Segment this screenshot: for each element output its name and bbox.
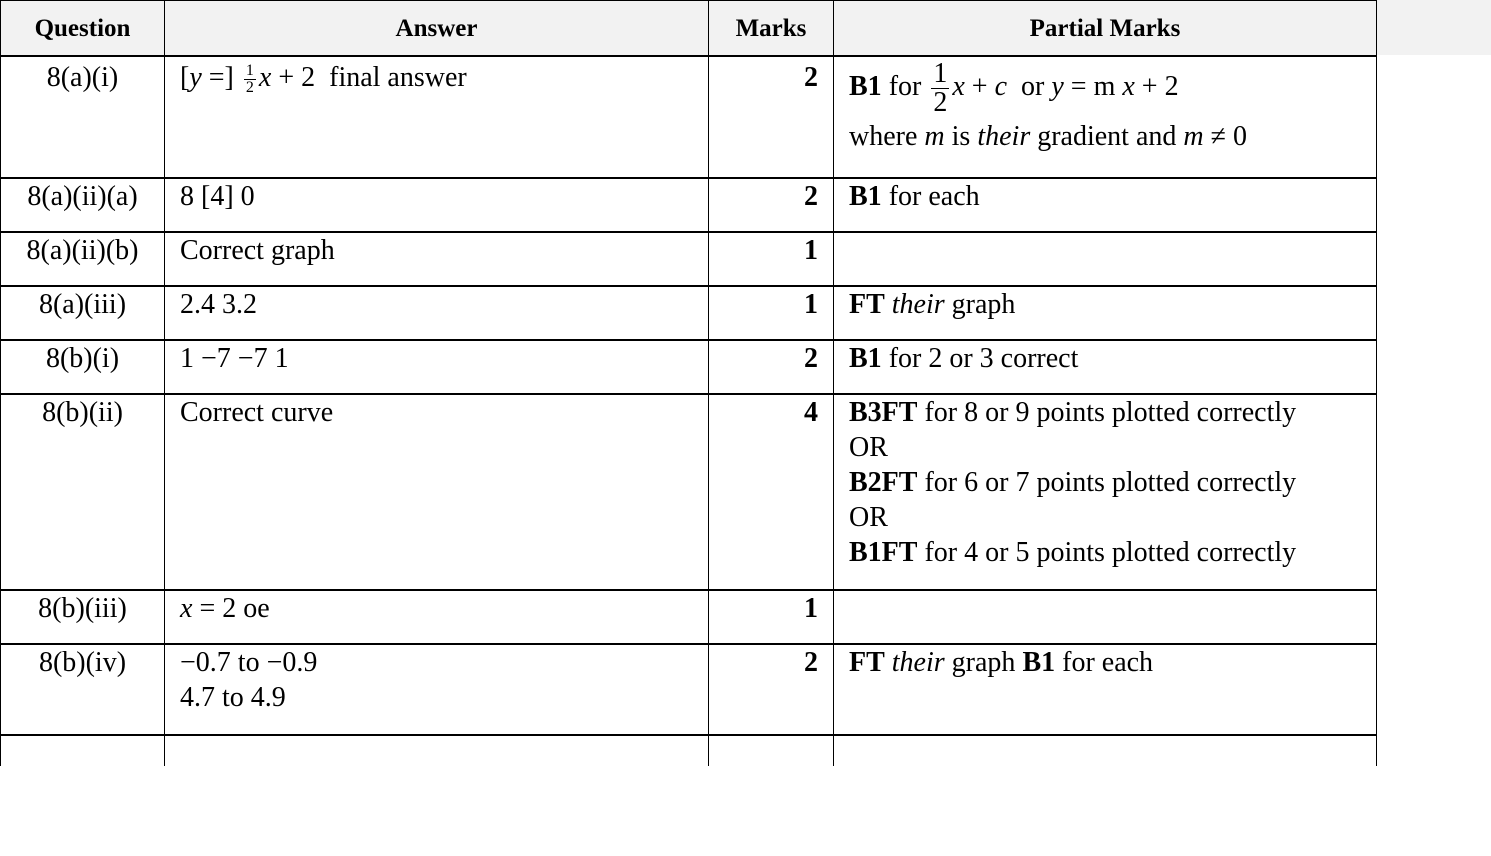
fraction-denominator: 2 [245,79,254,97]
partial-text: graph [944,289,1016,320]
partial-text: for [881,70,929,102]
partial-marks-cell [834,340,1377,394]
answer-cell [165,735,709,766]
question-cell: 8(a)(ii)(b) [1,232,165,286]
answer-cell: Correct graph [165,232,709,286]
partial-marks-cell [834,644,1377,735]
partial-marks-cell [834,590,1377,644]
table-row [1,735,1377,766]
fraction-numerator: 1 [933,58,948,89]
marks-cell: 2 [709,340,834,394]
answer-var: x [180,593,193,624]
answer-cell [165,56,709,178]
partial-text: where [849,121,925,152]
table-row [1,644,1377,735]
table-row [1,394,1377,590]
header-answer: Answer [165,1,709,57]
mark-code: B1 [1022,647,1056,678]
partial-text: for 6 or 7 points plotted correctly [917,467,1297,498]
partial-marks-cell [834,178,1377,232]
partial-text: or [1007,70,1052,102]
partial-emphasis: their [884,647,945,678]
partial-text: OR [849,432,888,463]
answer-cell: Correct curve [165,394,709,590]
partial-text: is [944,121,978,152]
answer-cell [165,644,709,735]
partial-text: for each [881,181,980,212]
answer-text: −0.7 to −0.9 [180,647,318,678]
fraction [244,63,256,96]
partial-text: ≠ 0 [1203,121,1247,152]
partial-marks-cell [834,735,1377,766]
header-marks: Marks [709,1,834,57]
partial-var: y [1051,70,1064,102]
header-partial-marks: Partial Marks [834,1,1377,57]
table-row [1,590,1377,644]
question-cell: 8(b)(iii) [1,590,165,644]
partial-text: + 2 [1134,70,1179,102]
table-row [1,286,1377,340]
partial-var: m [924,121,945,152]
partial-text: + [964,70,995,102]
fraction [931,60,949,117]
answer-var: y [189,62,202,93]
marks-cell: 2 [709,178,834,232]
question-cell: 8(b)(i) [1,340,165,394]
question-cell: 8(b)(ii) [1,394,165,590]
answer-text: [ [180,62,190,93]
mark-code: B3FT [849,397,918,428]
answer-text: + 2 final answer [271,62,467,93]
partial-text: for 4 or 5 points plotted correctly [917,537,1297,568]
partial-marks-cell [834,286,1377,340]
partial-text: for 2 or 3 correct [881,343,1079,374]
partial-emphasis: their [884,289,945,320]
table-row [1,178,1377,232]
answer-cell: 1 −7 −7 1 [165,340,709,394]
fraction-numerator: 1 [245,62,254,80]
mark-code: B2FT [849,467,918,498]
mark-code: FT [849,289,885,320]
fraction-denominator: 2 [933,87,948,118]
marks-cell: 1 [709,286,834,340]
answer-cell: 8 [4] 0 [165,178,709,232]
mark-code: B1 [849,343,882,374]
table-row [1,232,1377,286]
partial-marks-cell [834,232,1377,286]
marks-cell: 1 [709,590,834,644]
mark-code: B1 [849,181,882,212]
table-row [1,340,1377,394]
header-question: Question [1,1,165,57]
question-cell [1,735,165,766]
mark-code: B1FT [849,537,918,568]
answer-cell [165,590,709,644]
answer-var: x [258,62,272,93]
partial-var: c [994,70,1008,102]
partial-var: x [1122,70,1135,102]
partial-marks-cell [834,394,1377,590]
answer-text: =] [201,62,234,93]
partial-emphasis: their [977,121,1031,152]
marks-cell: 2 [709,56,834,178]
partial-text: = m [1063,70,1123,102]
question-cell: 8(a)(iii) [1,286,165,340]
partial-text: gradient and [1030,121,1184,152]
answer-text: = 2 oe [192,593,270,624]
mark-code: B1 [849,70,882,102]
mark-code: FT [849,647,885,678]
answer-text: 4.7 to 4.9 [180,682,286,713]
partial-text: graph [944,647,1023,678]
table-row [1,56,1377,178]
marks-cell [709,735,834,766]
partial-line [849,119,1361,154]
partial-text: for each [1055,647,1154,678]
marks-cell: 1 [709,232,834,286]
marks-cell: 4 [709,394,834,590]
marks-cell: 2 [709,644,834,735]
question-cell: 8(b)(iv) [1,644,165,735]
partial-text: OR [849,502,888,533]
partial-var: m [1183,121,1204,152]
partial-var: x [952,70,965,102]
header-row [1,1,1377,57]
partial-marks-cell [834,56,1377,178]
partial-text: for 8 or 9 points plotted correctly [917,397,1297,428]
question-cell: 8(a)(i) [1,56,165,178]
answer-cell: 2.4 3.2 [165,286,709,340]
question-cell: 8(a)(ii)(a) [1,178,165,232]
